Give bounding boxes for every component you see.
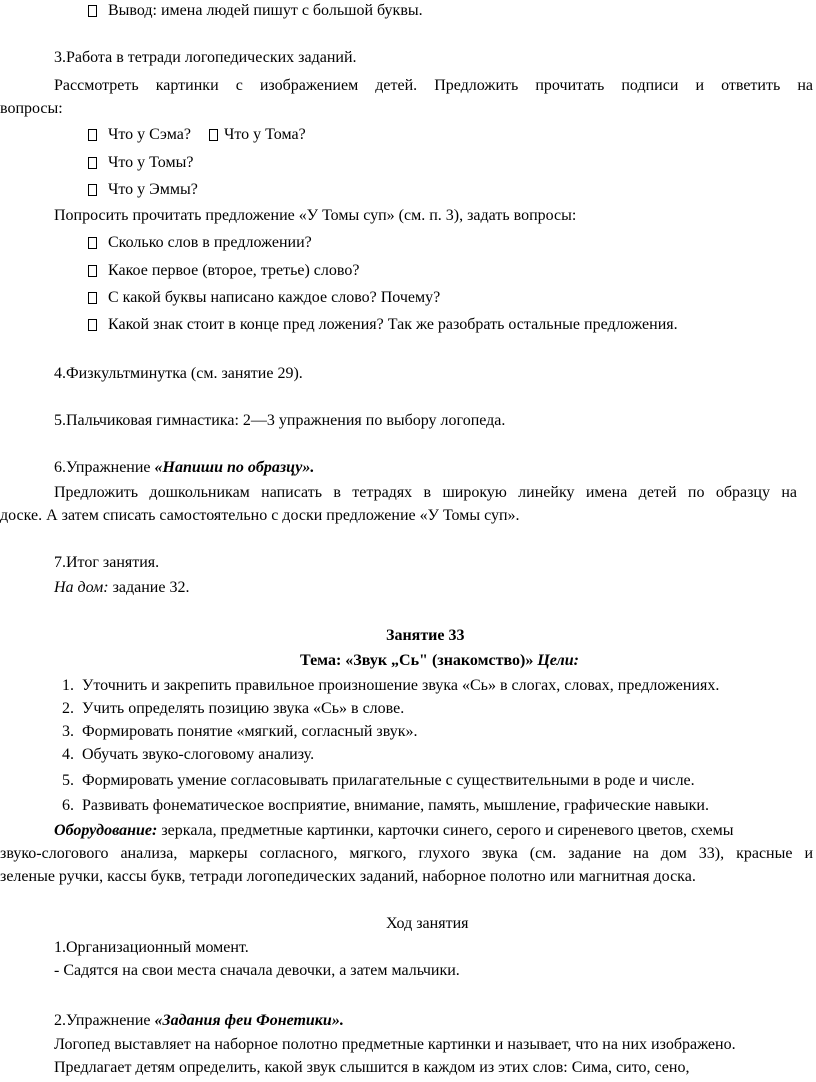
homework-text: задание 32.: [108, 579, 190, 596]
course-step1: 1.Организационный момент.: [54, 939, 249, 956]
bullet-icon: [209, 129, 218, 141]
equipment-line2: звуко-слогового анализа, маркеры согласного, мягкого, глухого звука (см. задание на дом 33), красные и: [0, 845, 813, 862]
section6-body-line1: Предложить дошкольникам написать в тетрадях в широкую линейку имена детей по образцу на: [54, 484, 797, 501]
goal-text: Обучать звуко-слоговому анализу.: [82, 746, 315, 763]
question-emma: Что у Эммы?: [108, 181, 198, 198]
section3-intro-line2: вопросы:: [0, 100, 63, 117]
section6-title: [54, 458, 314, 478]
goal-text: Развивать фонематическое восприятие, внимание, память, мышление, графические навыки.: [82, 797, 709, 814]
equipment-text: зеркала, предметные картинки, карточки синего, серого и сиреневого цветов, схемы: [157, 822, 734, 839]
question-capital-letter: С какой буквы написано каждое слово? Почему?: [108, 289, 441, 306]
bullet-icon: [88, 184, 97, 196]
equipment-label: Оборудование:: [54, 822, 158, 839]
section4-title: 4.Физкультминутка (см. занятие 29).: [54, 365, 303, 382]
bullet-icon: [88, 129, 97, 141]
goal-item: [56, 796, 709, 816]
goal-number: 4.: [62, 746, 74, 763]
question-word-count: Сколько слов в предложении?: [108, 234, 312, 251]
course-title: Ход занятия: [386, 915, 469, 932]
equipment-line3: зеленые ручки, кассы букв, тетради логопедических заданий, наборное полотно или магнитная доска.: [0, 868, 696, 885]
bullet-icon: [88, 265, 97, 277]
bullet-icon: [88, 237, 97, 249]
course-step2-title: [54, 1011, 344, 1031]
course-step1-detail: - Садятся на свои места сначала девочки, а затем мальчики.: [54, 962, 460, 979]
goal-number: 1.: [62, 677, 74, 694]
goal-item: [56, 745, 314, 765]
goal-item: [56, 722, 418, 742]
section3-title: 3.Работа в тетради логопедических заданий.: [54, 49, 357, 66]
section6-title-prefix: 6.Упражнение: [54, 459, 155, 476]
goal-number: 5.: [62, 772, 74, 789]
section5-title: 5.Пальчиковая гимнастика: 2—3 упражнения по выбору логопеда.: [54, 412, 506, 429]
lesson-topic: [300, 651, 579, 671]
lesson-topic-text: Тема: «Звук „Сь" (знакомство)»: [300, 652, 538, 669]
course-step2-prefix: 2.Упражнение: [54, 1012, 155, 1029]
goal-text: Учить определять позицию звука «Сь» в слове.: [82, 700, 405, 717]
goal-number: 6.: [62, 797, 74, 814]
goal-item: [56, 699, 404, 719]
section7-title: 7.Итог занятия.: [54, 554, 160, 571]
section6-body-line2: доске. А затем списать самостоятельно с доски предложение «У Томы суп».: [0, 507, 520, 524]
section3-prompt: Попросить прочитать предложение «У Томы суп» (см. п. 3), задать вопросы:: [54, 207, 577, 224]
goal-item: [56, 771, 695, 791]
section6-exercise-name: «Напиши по образцу».: [154, 459, 315, 476]
lesson-goals-label: Цели:: [537, 652, 579, 669]
goal-text: Формировать умение согласовывать прилагательные с существительными в роде и числе.: [82, 772, 695, 789]
equipment-line1: [54, 821, 734, 841]
goal-number: 2.: [62, 700, 74, 717]
goal-item: [56, 676, 719, 696]
question-tom: Что у Тома?: [224, 126, 306, 143]
goal-number: 3.: [62, 723, 74, 740]
homework-label: На дом:: [54, 579, 109, 596]
bullet-icon: [88, 157, 97, 169]
goal-text: Формировать понятие «мягкий, согласный звук».: [82, 723, 418, 740]
bullet-icon: [88, 319, 97, 331]
course-step2-line2: Предлагает детям определить, какой звук слышится в каждом из этих слов: Сима, сито, сено,: [54, 1059, 690, 1076]
section3-intro-line1: Рассмотреть картинки с изображением детей. Предложить прочитать подписи и ответить на: [54, 77, 813, 94]
question-punctuation: Какой знак стоит в конце пред ложения? Так же разобрать остальные предложения.: [108, 316, 678, 333]
conclusion-text: Вывод: имена людей пишут с большой буквы.: [108, 2, 423, 19]
question-toma: Что у Томы?: [108, 154, 194, 171]
question-sam: Что у Сэма?: [108, 126, 191, 143]
lesson-title: Занятие 33: [386, 627, 465, 644]
course-step2-line1: Логопед выставляет на наборное полотно предметные картинки и называет, что на них изображено.: [54, 1036, 736, 1053]
course-step2-name: «Задания феи Фонетики».: [154, 1012, 344, 1029]
homework: [54, 578, 189, 598]
bullet-icon: [88, 5, 97, 17]
bullet-icon: [88, 292, 97, 304]
goal-text: Уточнить и закрепить правильное произношение звука «Сь» в слогах, словах, предложениях.: [82, 677, 720, 694]
question-word-order: Какое первое (второе, третье) слово?: [108, 262, 360, 279]
